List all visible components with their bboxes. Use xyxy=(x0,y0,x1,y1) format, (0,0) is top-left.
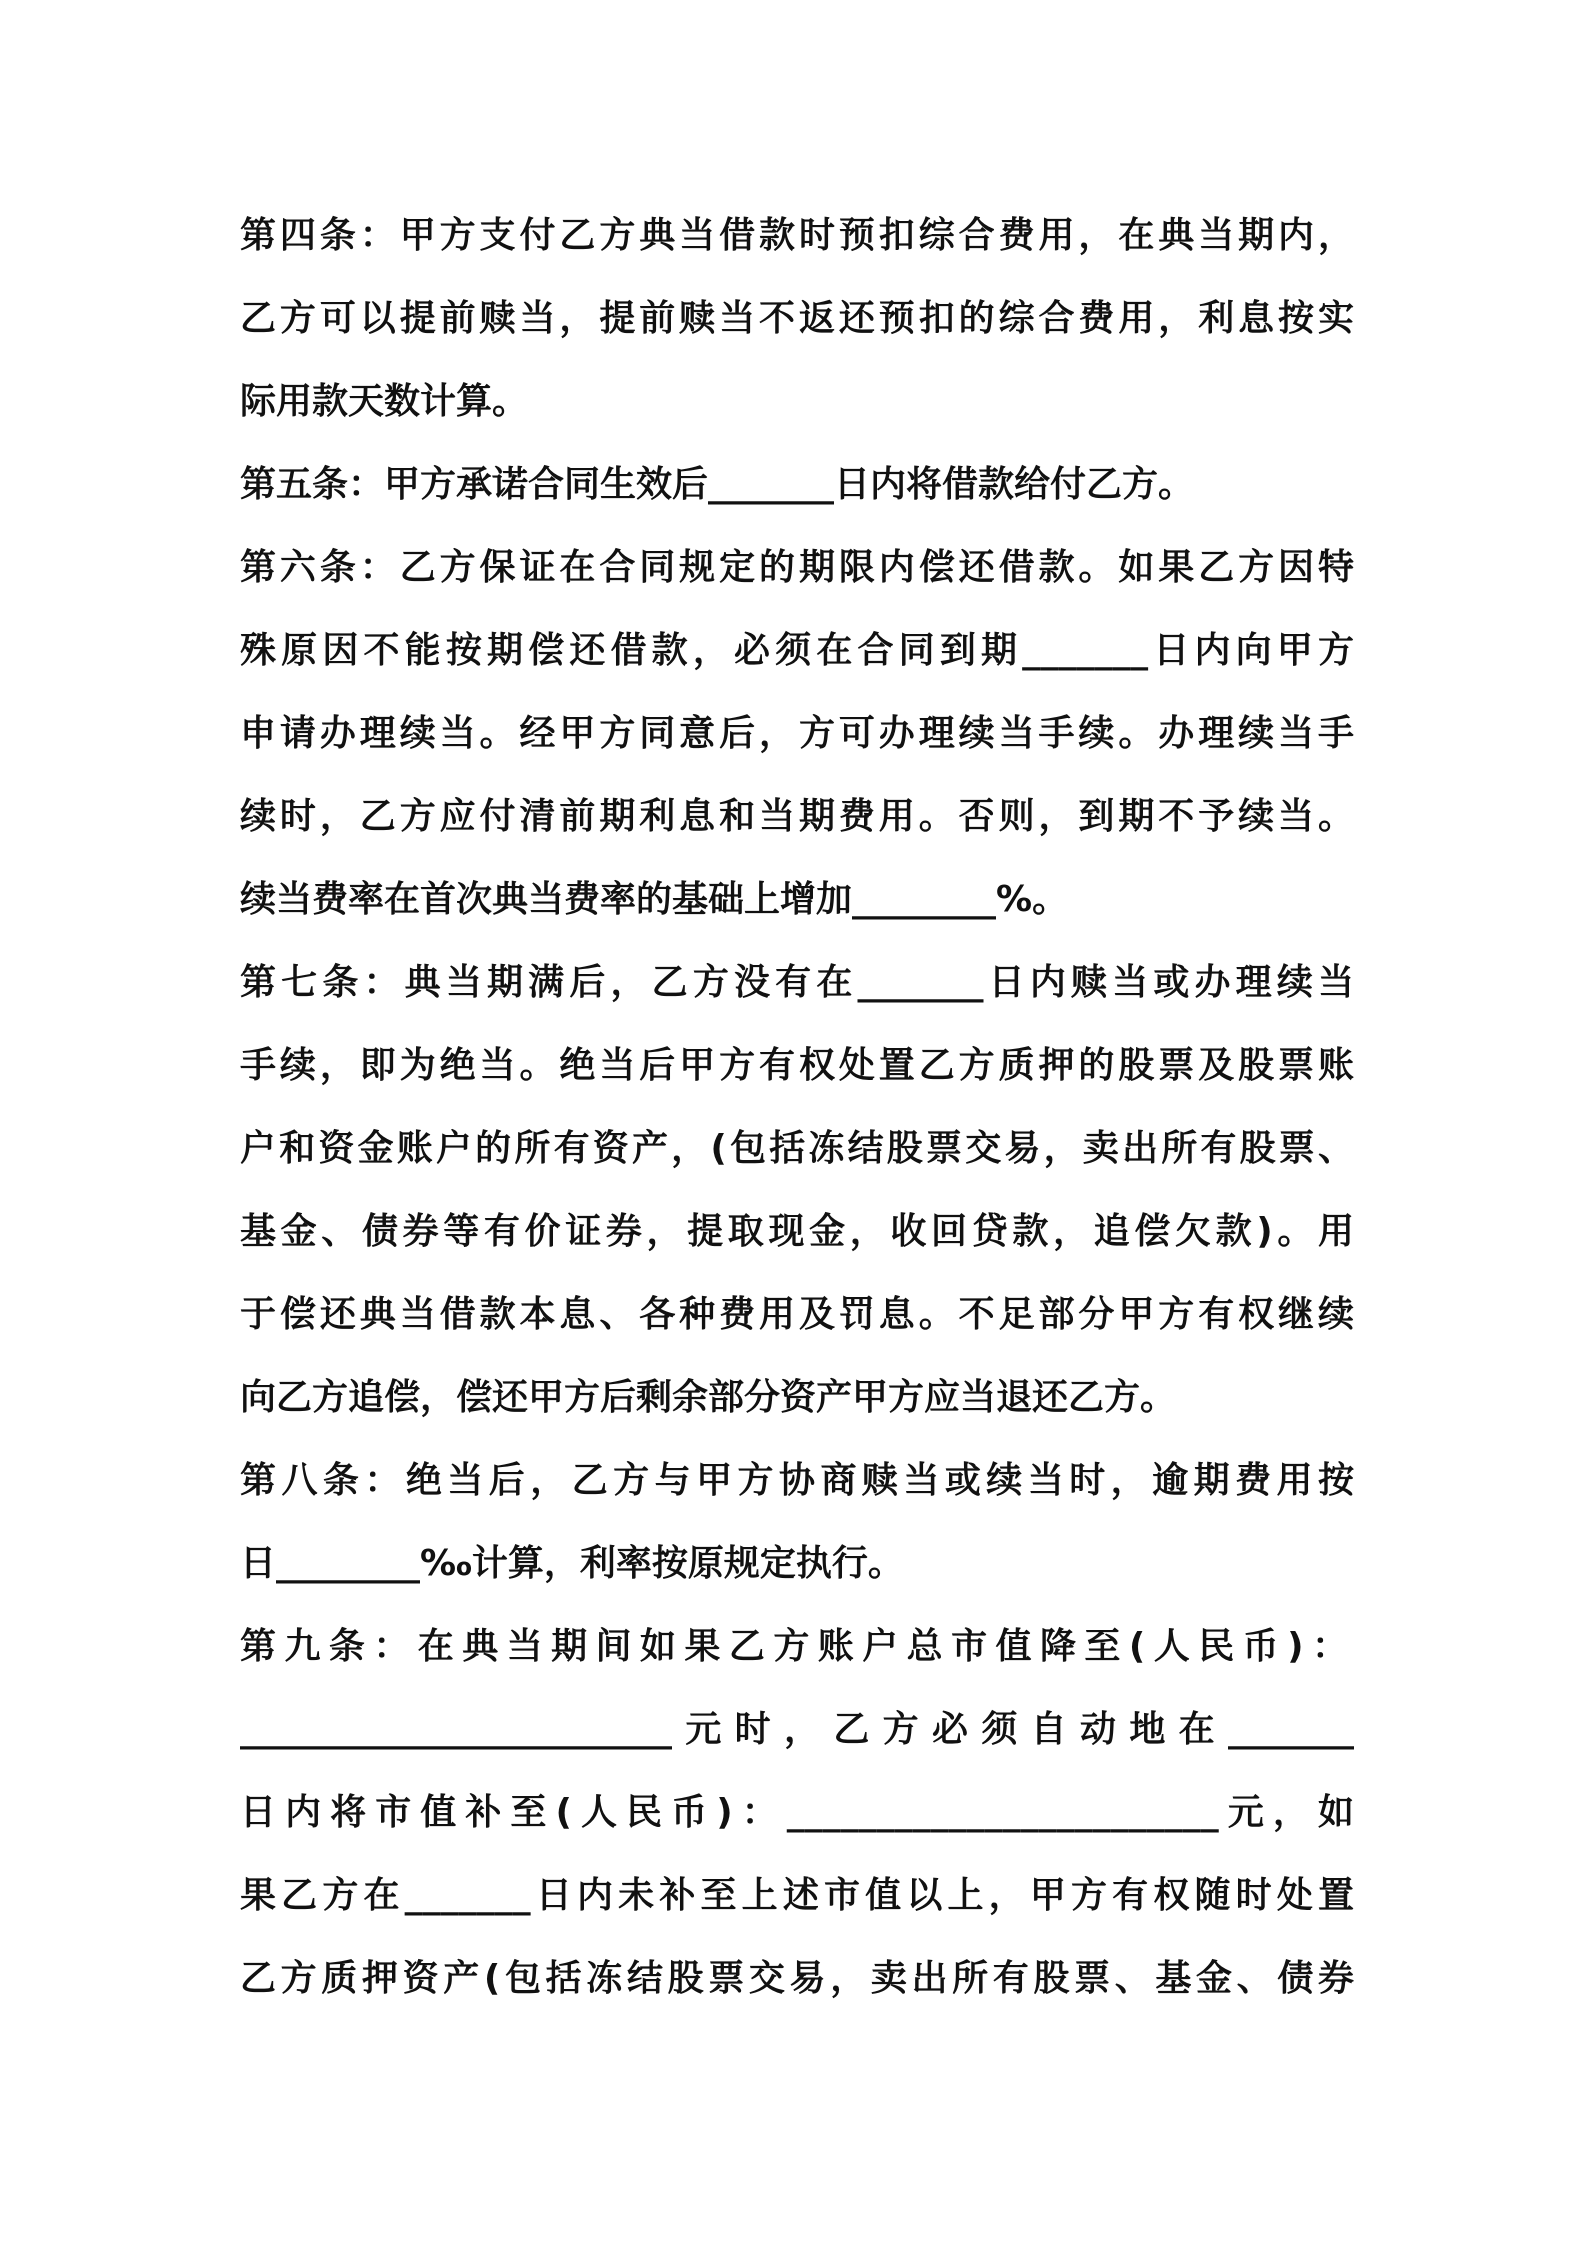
text-line: 殊原因不能按期偿还借款，必须在合同到期_______日内向甲方 xyxy=(240,630,1354,671)
text-line: 基金、债券等有价证券，提取现金，收回贷款，追偿欠款)。用 xyxy=(240,1211,1354,1252)
text-line: 手续，即为绝当。绝当后甲方有权处置乙方质押的股票及股票账 xyxy=(240,1045,1354,1086)
text-line: 第五条：甲方承诺合同生效后_______日内将借款给付乙方。 xyxy=(240,464,1195,505)
text-line: 果乙方在_______日内未补至上述市值以上，甲方有权随时处置 xyxy=(240,1875,1354,1916)
text-line: 日内将市值补至(人民币)：________________________元，如 xyxy=(240,1792,1354,1833)
text-line: 乙方可以提前赎当，提前赎当不返还预扣的综合费用，利息按实 xyxy=(240,298,1354,339)
text-line: 向乙方追偿，偿还甲方后剩余部分资产甲方应当退还乙方。 xyxy=(240,1377,1177,1418)
text-line: 日________‰计算，利率按原规定执行。 xyxy=(240,1543,904,1584)
contract-body xyxy=(240,194,1354,2020)
text-line: 于偿还典当借款本息、各种费用及罚息。不足部分甲方有权继续 xyxy=(240,1294,1354,1335)
text-line: 申请办理续当。经甲方同意后，方可办理续当手续。办理续当手 xyxy=(240,713,1354,754)
text-line: 续时，乙方应付清前期利息和当期费用。否则，到期不予续当。 xyxy=(240,796,1354,837)
text-line: ________________________元时，乙方必须自动地在_______ xyxy=(240,1709,1354,1750)
text-line: 乙方质押资产(包括冻结股票交易，卖出所有股票、基金、债券 xyxy=(240,1958,1354,1999)
text-line: 第八条：绝当后，乙方与甲方协商赎当或续当时，逾期费用按 xyxy=(240,1460,1354,1501)
text-line: 际用款天数计算。 xyxy=(240,381,529,422)
text-line: 第九条：在典当期间如果乙方账户总市值降至(人民币)： xyxy=(240,1626,1354,1667)
text-line: 第四条：甲方支付乙方典当借款时预扣综合费用，在典当期内， xyxy=(240,215,1354,256)
text-line: 第六条：乙方保证在合同规定的期限内偿还借款。如果乙方因特 xyxy=(240,547,1354,588)
text-line: 户和资金账户的所有资产，(包括冻结股票交易，卖出所有股票、 xyxy=(240,1128,1354,1169)
text-line: 第七条：典当期满后，乙方没有在_______日内赎当或办理续当 xyxy=(240,962,1354,1003)
text-line: 续当费率在首次典当费率的基础上增加________%。 xyxy=(240,879,1069,920)
